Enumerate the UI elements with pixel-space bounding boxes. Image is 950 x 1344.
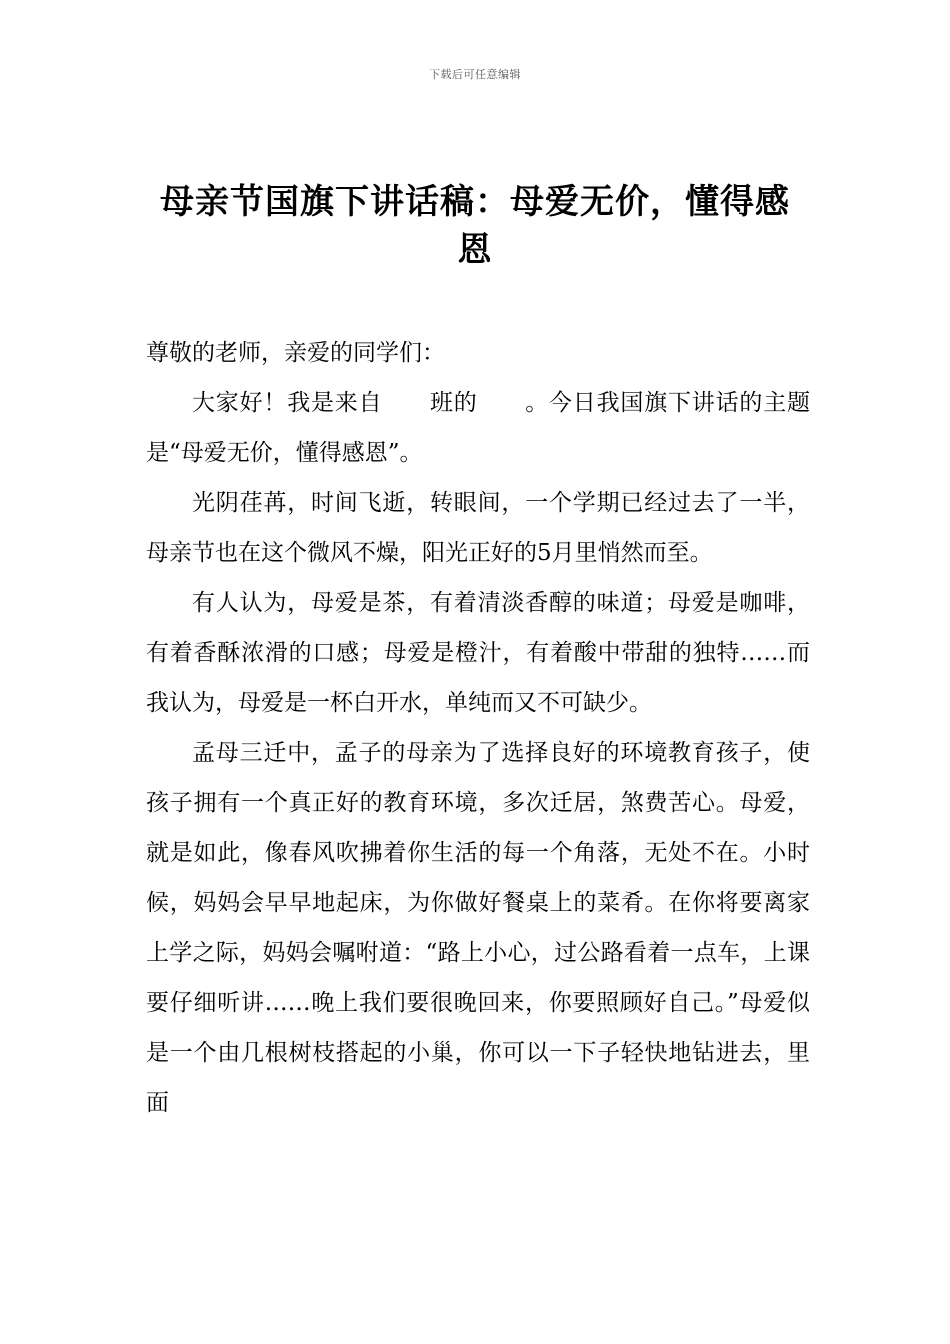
header-note: 下载后可任意编辑	[429, 68, 521, 81]
paragraph-greeting: 大家好！我是来自 班的 。今日我国旗下讲话的主题是“母爱无价，懂得感恩”。	[146, 390, 810, 466]
document-body	[146, 328, 810, 1128]
paragraph-time-passing: 光阴荏苒，时间飞逝，转眼间，一个学期已经过去了一半，母亲节也在这个微风不燥，阳光正好的5月里悄然而至。	[146, 490, 810, 566]
paragraph-mencius-mother: 孟母三迁中，孟子的母亲为了选择良好的环境教育孩子，使孩子拥有一个真正好的教育环境，多次迁居，煞费苦心。母爱，就是如此，像春风吹拂着你生活的每一个角落，无处不在。小时候，妈妈会早早地起床，为你做好餐桌上的菜肴。在你将要离家上学之际，妈妈会嘱咐道：“路上小心，过公路看着一点车，上课要仔细听讲……晚上我们要很晚回来，你要照顾好自己。”母爱似是一个由几根树枝搭起的小巢，你可以一下子轻快地钻进去，里面	[146, 740, 810, 1116]
document-title: 母亲节国旗下讲话稿：母爱无价，懂得感恩	[160, 182, 790, 270]
paragraph-mother-love-metaphors: 有人认为，母爱是茶，有着清淡香醇的味道；母爱是咖啡，有着香酥浓滑的口感；母爱是橙汁，有着酸中带甜的独特……而我认为，母爱是一杯白开水，单纯而又不可缺少。	[146, 590, 810, 716]
salutation: 尊敬的老师，亲爱的同学们：	[146, 340, 445, 366]
